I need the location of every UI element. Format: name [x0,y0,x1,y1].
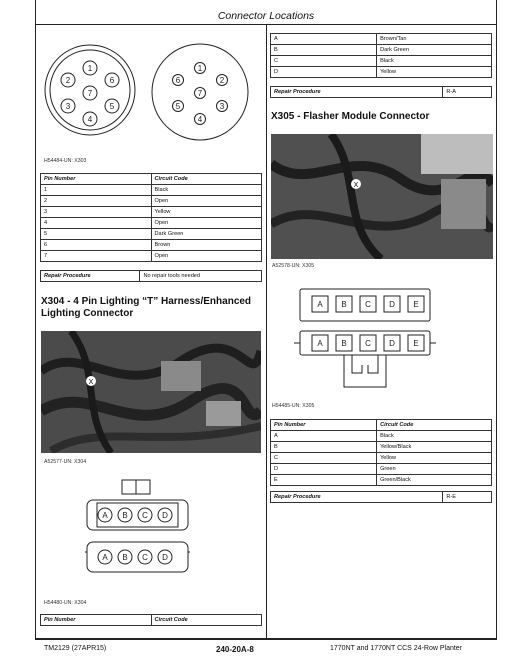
x304-connector-diagram [85,478,190,593]
table-row: A Black [271,431,492,442]
table-row: C Black [271,56,492,67]
x303-repair-table [40,270,262,282]
svg-text:4: 4 [197,115,203,124]
table-row: 6 Brown [41,240,262,251]
repair-procedure-value: No repair tools needed [140,271,262,282]
table-row: 5 Dark Green [41,229,262,240]
x303-connector-diagram [40,40,255,145]
svg-text:1: 1 [87,64,93,73]
x305-caption: H54485-UN: X305 [272,403,315,409]
pin-label: A [317,339,323,348]
pin-label: D [162,553,168,562]
x305-connector-diagram [292,287,438,393]
x304-photo-caption: A52577-UN: X304 [44,459,87,465]
circuit-code-header: Circuit Code [151,615,262,626]
x304-continued-pin-table [270,33,492,78]
pin-label: C [142,511,148,520]
table-row: D Green [271,464,492,475]
pin-label: B [341,300,347,309]
table-row: 3 Yellow [41,207,262,218]
x305-photo [271,134,493,259]
svg-text:5: 5 [109,102,115,111]
table-row: D Yellow [271,67,492,78]
svg-text:6: 6 [109,76,115,85]
repair-procedure-label: Repair Procedure [271,492,443,503]
svg-text:6: 6 [175,76,181,85]
pin-label: A [102,511,108,520]
x305-photo-caption: A52578-UN: X305 [272,263,315,269]
svg-text:4: 4 [87,115,93,124]
table-row: C Yellow [271,453,492,464]
x303-pin-table [40,173,262,262]
connector-face-left [45,45,135,135]
pin-label: C [365,300,371,309]
repair-procedure-value: R-E [443,492,492,503]
table-row: E Green/Black [271,475,492,486]
circuit-code-header: Circuit Code [151,174,262,185]
table-row: B Yellow/Black [271,442,492,453]
footer-product-name: 1770NT and 1770NT CCS 24-Row Planter [330,645,463,652]
page-title: Connector Locations [217,10,315,22]
pin-label: D [389,300,395,309]
footer-divider [35,638,497,639]
x305-section-title: X305 - Flasher Module Connector [271,111,430,122]
circuit-code-header: Circuit Code [377,420,492,431]
pin-label: B [341,339,347,348]
pin-label: B [122,511,128,520]
x304-photo [41,331,261,453]
table-row: B Dark Green [271,45,492,56]
pin-label: D [162,511,168,520]
pin-label: A [102,553,108,562]
pin-label: B [122,553,128,562]
pin-label: E [413,339,419,348]
footer-manual-id: TM2129 (27APR15) [44,645,107,652]
svg-text:2: 2 [65,76,71,85]
table-row: 1 Black [41,185,262,196]
pin-number-header: Pin Number [41,615,152,626]
pin-label: C [365,339,371,348]
table-row: 4 Open [41,218,262,229]
footer-page-number: 240-20A-8 [216,645,254,654]
pin-number-header: Pin Number [41,174,152,185]
table-row: A Brown/Tan [271,34,492,45]
pin-label: C [142,553,148,562]
connector-face-right [152,44,248,140]
pin-label: A [317,300,323,309]
table-row: 2 Open [41,196,262,207]
svg-text:7: 7 [197,89,203,98]
pin-label: E [413,300,419,309]
x305-repair-table [270,491,492,503]
x304-section-title: X304 - 4 Pin Lighting “T” Harness/Enhanced Lighting Connector [41,296,252,319]
svg-text:5: 5 [175,102,181,111]
svg-text:1: 1 [197,64,203,73]
x305-pin-table [270,419,492,486]
x304-pin-table [40,614,262,626]
svg-text:2: 2 [219,76,225,85]
svg-text:7: 7 [87,89,93,98]
repair-procedure-label: Repair Procedure [271,87,443,98]
repair-procedure-value: R-A [443,87,492,98]
x304-repair-table [270,86,492,98]
svg-text:3: 3 [219,102,225,111]
svg-text:X: X [353,182,359,189]
svg-text:3: 3 [65,102,71,111]
column-divider [266,25,267,640]
repair-procedure-label: Repair Procedure [41,271,140,282]
x304-caption: H54480-UN: X304 [44,600,87,606]
svg-text:X: X [88,379,94,386]
pin-label: D [389,339,395,348]
pin-number-header: Pin Number [271,420,377,431]
table-row: 7 Open [41,251,262,262]
x303-caption: H54484-UN: X303 [44,158,87,164]
